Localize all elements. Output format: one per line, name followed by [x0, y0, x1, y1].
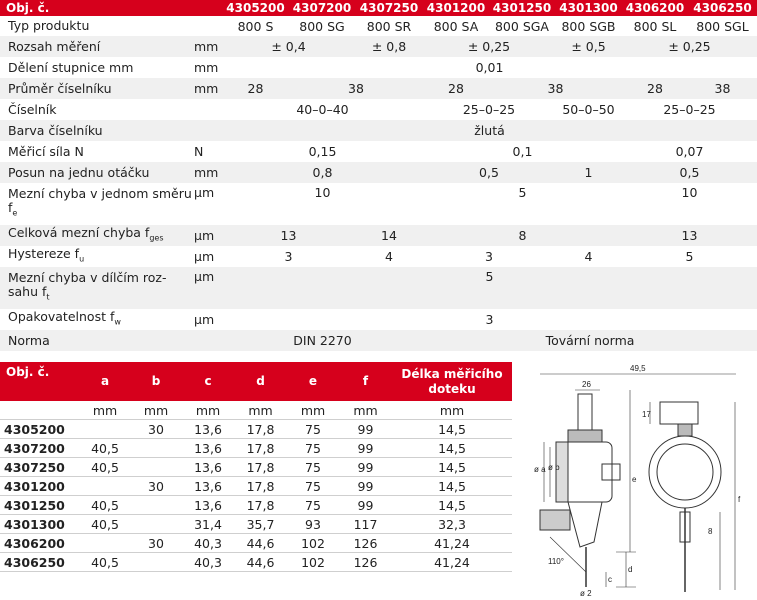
row-hystereze — [0, 246, 757, 267]
dim-cell: 99 — [339, 477, 392, 496]
dim-cell: 40,5 — [80, 515, 130, 534]
cell: 3 — [485, 249, 493, 264]
cell: 28 — [423, 78, 489, 99]
unit-cell: mm — [192, 78, 222, 99]
dim-cell — [80, 534, 130, 553]
row-merici-sila — [0, 141, 757, 162]
row-deleni-stupnice — [0, 57, 757, 78]
unit-cell: µm — [194, 249, 215, 264]
unit-cell: mm — [234, 401, 287, 420]
unit-cell: mm — [80, 401, 130, 420]
cell: 800 SG — [299, 18, 345, 34]
row-rozsah-mereni — [0, 36, 757, 57]
spec-col-header: 4306250 — [688, 0, 757, 16]
row-celkova-chyba — [0, 225, 757, 246]
cell: 1 — [555, 162, 622, 183]
dim-cell: 13,6 — [182, 477, 234, 496]
dim-cell: 14,5 — [392, 477, 512, 496]
cell: 28 — [622, 78, 688, 99]
dim-cell: 75 — [287, 458, 339, 477]
dim-cell: 13,6 — [182, 439, 234, 458]
cell: 800 SL — [633, 18, 677, 34]
dim-cell: 99 — [339, 439, 392, 458]
cell: 0,15 — [308, 144, 337, 159]
row-ciselnik — [0, 99, 757, 120]
cell: 8 — [423, 225, 622, 246]
row-label: Průměr číselníku — [0, 78, 192, 99]
row-barva-ciselniku — [0, 120, 757, 141]
dim-col-header: f — [339, 362, 392, 401]
order-number-cell: 4306250 — [0, 553, 80, 572]
cell: 4 — [385, 249, 393, 264]
unit-cell: mm — [130, 401, 182, 420]
dimensions-table — [0, 362, 512, 572]
dim-110: 110° — [548, 557, 564, 566]
dim-cell — [130, 496, 182, 515]
unit-cell: µm — [192, 267, 222, 309]
cell: 10 — [314, 185, 331, 200]
cell: 3 — [284, 249, 293, 264]
dim-cell: 99 — [339, 496, 392, 515]
cell: 38 — [489, 78, 622, 99]
dim-cell: 44,6 — [234, 553, 287, 572]
dim-cell: 40,3 — [182, 534, 234, 553]
dim-phi2: ø 2 — [580, 589, 592, 598]
dim-cell: 17,8 — [234, 439, 287, 458]
unit-cell: mm — [192, 36, 222, 57]
dim-header-row — [0, 362, 512, 401]
cell: 800 S — [237, 18, 274, 34]
table-row — [0, 477, 512, 496]
cell: 0,8 — [222, 162, 423, 183]
dim-cell: 40,5 — [80, 458, 130, 477]
dim-cell: 126 — [339, 534, 392, 553]
cell: 5 — [518, 185, 527, 200]
dim-unit-row — [0, 401, 512, 420]
dim-cell: 14,5 — [392, 439, 512, 458]
unit-cell: N — [194, 144, 204, 159]
cell: ± 0,25 — [622, 36, 757, 57]
cell: 5 — [222, 267, 757, 309]
dim-cell — [130, 458, 182, 477]
row-label: Typ produktu — [8, 18, 90, 33]
dim-cell: 75 — [287, 439, 339, 458]
dim-cell — [130, 515, 182, 534]
unit-cell: mm — [192, 162, 222, 183]
cell: 38 — [289, 78, 423, 99]
dim-cell: 44,6 — [234, 534, 287, 553]
row-label: Mezní chyba v dílčím roz-sahu $f_t$ — [0, 267, 192, 309]
cell: 0,07 — [675, 144, 704, 159]
dim-cell: 40,5 — [80, 439, 130, 458]
dim-cell: 14,5 — [392, 496, 512, 515]
table-row — [0, 439, 512, 458]
dim-col-header: d — [234, 362, 287, 401]
cell: 3 — [485, 312, 494, 327]
unit-cell: mm — [287, 401, 339, 420]
cell: Tovární norma — [423, 330, 757, 351]
cell: 13 — [222, 225, 355, 246]
dim-cell: 102 — [287, 534, 339, 553]
cell: 13 — [622, 225, 757, 246]
dim-cell: 41,24 — [392, 553, 512, 572]
order-number-cell: 4301200 — [0, 477, 80, 496]
dim-cell: 14,5 — [392, 420, 512, 439]
dim-cell: 126 — [339, 553, 392, 572]
order-number-cell: 4301300 — [0, 515, 80, 534]
cell: 25–0–25 — [663, 102, 716, 117]
unit-cell: µm — [192, 225, 222, 246]
row-label: Číselník — [8, 101, 57, 117]
table-row — [0, 553, 512, 572]
cell: 800 SA — [433, 18, 479, 34]
cell: 0,5 — [622, 162, 757, 183]
dim-cell: 13,6 — [182, 420, 234, 439]
row-label: Barva číselníku — [0, 120, 222, 141]
cell: 0,01 — [475, 60, 504, 75]
row-label: Dělení stupnice mm — [8, 59, 134, 75]
spec-col-header: 4305200 — [222, 0, 289, 16]
table-row — [0, 515, 512, 534]
dim-col-header: Obj. č. — [0, 362, 80, 401]
row-norma — [0, 330, 757, 351]
row-label: Hystereze $f_u$ — [8, 246, 85, 264]
row-posun — [0, 162, 757, 183]
cell: 14 — [355, 225, 423, 246]
order-number-cell: 4305200 — [0, 420, 80, 439]
row-label: Měřicí síla N — [8, 143, 84, 159]
cell: 0,1 — [512, 144, 533, 159]
dim-cell: 93 — [287, 515, 339, 534]
label-a: ø a — [534, 465, 546, 474]
dim-cell: 40,5 — [80, 553, 130, 572]
cell: ± 0,25 — [423, 36, 555, 57]
dim-cell: 17,8 — [234, 420, 287, 439]
row-label: Mezní chyba v jednom směru $f_e$ — [8, 186, 192, 218]
spec-col-header: 4306200 — [622, 0, 688, 16]
spec-header-row — [0, 0, 757, 16]
dim-col-header: c — [182, 362, 234, 401]
label-f: f — [738, 495, 741, 504]
cell: DIN 2270 — [222, 330, 423, 351]
cell: 4 — [584, 249, 593, 264]
unit-cell: mm — [339, 401, 392, 420]
dim-cell: 102 — [287, 553, 339, 572]
dim-cell: 13,6 — [182, 458, 234, 477]
row-label: Opakovatelnost $f_w$ — [8, 309, 121, 327]
dim-cell: 41,24 — [392, 534, 512, 553]
dim-cell: 32,3 — [392, 515, 512, 534]
cell: 40–0–40 — [296, 102, 349, 117]
row-label: Celková mezní chyba $f_{ges}$ — [0, 225, 192, 246]
dim-cell: 99 — [339, 420, 392, 439]
row-mezni-chyba-dilci — [0, 267, 757, 309]
dim-8: 8 — [708, 527, 713, 536]
cell: 25–0–25 — [462, 102, 516, 117]
dim-cell: 30 — [130, 534, 182, 553]
dim-col-header: b — [130, 362, 182, 401]
spec-header-label: Obj. č. — [0, 0, 222, 16]
dim-cell: 17,8 — [234, 458, 287, 477]
dim-cell — [80, 420, 130, 439]
dim-cell: 40,3 — [182, 553, 234, 572]
cell: 0,5 — [423, 162, 555, 183]
dim-cell — [130, 439, 182, 458]
dim-col-header: e — [287, 362, 339, 401]
cell: 800 SGL — [696, 18, 749, 34]
cell: 50–0–50 — [562, 102, 615, 117]
dim-49-5: 49,5 — [630, 364, 646, 373]
cell: 800 SR — [366, 18, 412, 34]
cell: 800 SGB — [561, 18, 616, 34]
order-number-cell: 4306200 — [0, 534, 80, 553]
dim-cell — [80, 477, 130, 496]
dim-cell: 75 — [287, 477, 339, 496]
row-label: Norma — [0, 330, 222, 351]
dim-17: 17 — [642, 410, 651, 419]
cell: ± 0,5 — [555, 36, 622, 57]
spec-col-header: 4307250 — [355, 0, 423, 16]
unit-cell: µm — [194, 185, 215, 200]
cell: 38 — [688, 78, 757, 99]
dim-cell: 75 — [287, 496, 339, 515]
row-typ-produktu — [0, 16, 757, 36]
dim-cell: 31,4 — [182, 515, 234, 534]
cell: ± 0,8 — [355, 36, 423, 57]
cell: 5 — [685, 249, 694, 264]
table-row — [0, 420, 512, 439]
row-opakovatelnost — [0, 309, 757, 330]
unit-cell: mm — [194, 60, 219, 75]
dim-cell: 75 — [287, 420, 339, 439]
spec-col-header: 4301200 — [423, 0, 489, 16]
dim-cell: 17,8 — [234, 496, 287, 515]
row-label: Posun na jednu otáčku — [0, 162, 192, 183]
dim-cell: 99 — [339, 458, 392, 477]
order-number-cell: 4307200 — [0, 439, 80, 458]
label-c: c — [608, 575, 612, 584]
order-number-cell: 4307250 — [0, 458, 80, 477]
dim-cell: 117 — [339, 515, 392, 534]
dim-cell — [130, 553, 182, 572]
row-prumer-ciselniku — [0, 78, 757, 99]
unit-cell — [0, 401, 80, 420]
spec-col-header: 4307200 — [289, 0, 355, 16]
dim-col-header: Délka měřicího doteku — [392, 362, 512, 401]
row-label: Rozsah měření — [0, 36, 192, 57]
cell: 800 SGA — [494, 18, 549, 34]
dim-cell: 35,7 — [234, 515, 287, 534]
spec-col-header: 4301300 — [555, 0, 622, 16]
spec-col-header: 4301250 — [489, 0, 555, 16]
label-e: e — [632, 475, 637, 484]
label-b: ø b — [548, 463, 560, 472]
unit-cell: mm — [392, 401, 512, 420]
dim-cell: 17,8 — [234, 477, 287, 496]
dim-cell: 40,5 — [80, 496, 130, 515]
table-row — [0, 496, 512, 515]
cell: žlutá — [222, 120, 757, 141]
order-number-cell: 4301250 — [0, 496, 80, 515]
unit-cell: mm — [182, 401, 234, 420]
cell: 10 — [681, 185, 698, 200]
table-row — [0, 534, 512, 553]
unit-cell: µm — [194, 312, 215, 327]
dim-cell: 30 — [130, 477, 182, 496]
dim-col-header: a — [80, 362, 130, 401]
label-d: d — [628, 565, 633, 574]
cell: ± 0,4 — [222, 36, 355, 57]
dim-cell: 13,6 — [182, 496, 234, 515]
technical-drawing — [520, 362, 757, 600]
cell: 28 — [222, 78, 289, 99]
row-mezni-chyba-smer — [0, 183, 757, 225]
table-row — [0, 458, 512, 477]
dim-26: 26 — [582, 380, 591, 389]
dim-cell: 30 — [130, 420, 182, 439]
dim-cell: 14,5 — [392, 458, 512, 477]
